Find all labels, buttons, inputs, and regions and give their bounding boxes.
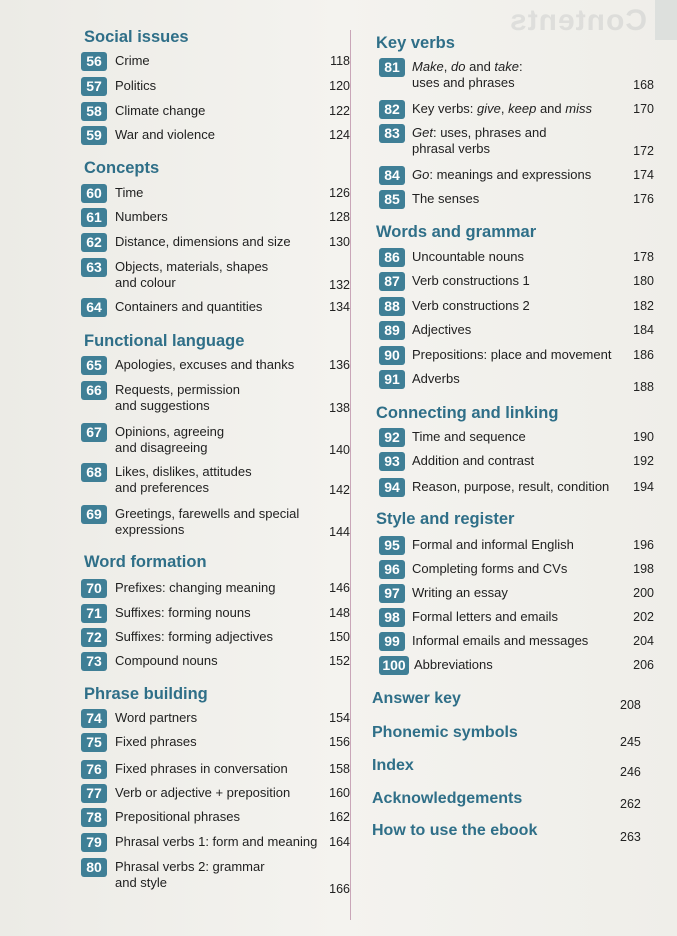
column-divider [350,30,351,920]
unit-number-badge: 76 [81,760,107,779]
unit-number-badge: 61 [81,208,107,227]
page-number: 194 [633,480,654,494]
unit-title: Informal emails and messages [412,633,589,648]
unit-title: The senses [412,191,480,206]
unit-number-badge: 79 [81,833,107,852]
page-number: 154 [329,711,350,725]
page-number: 182 [633,299,654,313]
unit-number-badge: 60 [81,184,107,203]
page-number: 178 [633,250,654,264]
unit-number-badge: 72 [81,628,107,647]
page-number: 158 [329,762,350,776]
unit-number-badge: 84 [379,166,405,185]
unit-title: Phrasal verbs 1: form and meaning [115,834,318,849]
unit-title: Uncountable nouns [412,249,525,264]
unit-number-badge: 58 [81,102,107,121]
unit-title: Requests, permission and suggestions [115,382,240,413]
page-number: 184 [633,323,654,337]
unit-number-badge: 73 [81,652,107,671]
unit-title: Get: uses, phrases and phrasal verbs [412,125,547,156]
section-heading: Concepts [84,159,160,177]
unit-title: Objects, materials, shapes and colour [115,259,269,290]
page-number: 162 [329,810,350,824]
back-matter-link[interactable]: How to use the ebook [372,822,538,839]
back-matter-link[interactable]: Phonemic symbols [372,724,518,741]
unit-title: Adjectives [412,322,472,337]
section-heading: Style and register [376,510,515,528]
unit-title: Addition and contrast [412,453,535,468]
unit-title: Compound nouns [115,653,218,668]
page-number: 188 [633,380,654,394]
unit-number-badge: 82 [379,100,405,119]
unit-title: Prepositions: place and movement [412,347,612,362]
unit-title: Suffixes: forming nouns [115,605,251,620]
unit-title: Verb or adjective + preposition [115,785,291,800]
page-number: 174 [633,168,654,182]
section-heading: Social issues [84,28,189,46]
page-number: 170 [633,102,654,116]
unit-number-badge: 77 [81,784,107,803]
page-number: 176 [633,192,654,206]
page-number: 164 [329,835,350,849]
unit-title: Suffixes: forming adjectives [115,629,273,644]
unit-title: Fixed phrases in conversation [115,761,288,776]
page-number: 245 [620,735,641,749]
unit-number-badge: 92 [379,428,405,447]
section-heading: Functional language [84,332,245,350]
unit-title: Opinions, agreeing and disagreeing [115,424,225,455]
unit-title: Adverbs [412,371,460,386]
page-number: 140 [329,443,350,457]
section-heading: Key verbs [376,34,455,52]
unit-title: Numbers [115,209,168,224]
page-number: 263 [620,830,641,844]
unit-title: Reason, purpose, result, condition [412,479,610,494]
unit-number-badge: 69 [81,505,107,524]
page-number: 156 [329,735,350,749]
page-number: 148 [329,606,350,620]
page-number: 134 [329,300,350,314]
unit-title: Abbreviations [414,657,493,672]
unit-number-badge: 63 [81,258,107,277]
back-matter-link[interactable]: Acknowledgements [372,790,523,807]
unit-title: Formal letters and emails [412,609,558,624]
unit-number-badge: 85 [379,190,405,209]
page-number: 262 [620,797,641,811]
unit-number-badge: 97 [379,584,405,603]
page-number: 130 [329,235,350,249]
page-number: 200 [633,586,654,600]
unit-title: Make, do and take: uses and phrases [412,59,523,90]
unit-number-badge: 83 [379,124,405,143]
page-number: 136 [329,358,350,372]
page-number: 122 [329,104,350,118]
unit-number-badge: 57 [81,77,107,96]
page-number: 192 [633,454,654,468]
unit-title: Prepositional phrases [115,809,241,824]
unit-title: Formal and informal English [412,537,574,552]
bleed-through-title: Contents [509,4,647,37]
page-number: 120 [329,79,350,93]
unit-title: Time [115,185,144,200]
section-heading: Phrase building [84,685,208,703]
unit-number-badge: 87 [379,272,405,291]
back-matter-link[interactable]: Index [372,757,414,774]
unit-number-badge: 56 [81,52,107,71]
section-heading: Connecting and linking [376,404,559,422]
unit-number-badge: 98 [379,608,405,627]
page-number: 160 [329,786,350,800]
section-heading: Words and grammar [376,223,537,241]
unit-number-badge: 67 [81,423,107,442]
unit-title: Distance, dimensions and size [115,234,291,249]
page-number: 124 [329,128,350,142]
unit-number-badge: 71 [81,604,107,623]
page-number: 152 [329,654,350,668]
page-number: 142 [329,483,350,497]
unit-title: Crime [115,53,150,68]
page-number: 190 [633,430,654,444]
unit-number-badge: 96 [379,560,405,579]
page-number: 144 [329,525,350,539]
unit-number-badge: 74 [81,709,107,728]
page-number: 202 [633,610,654,624]
unit-title: Go: meanings and expressions [412,167,592,182]
page-number: 132 [329,278,350,292]
page-number: 172 [633,144,654,158]
unit-number-badge: 99 [379,632,405,651]
page-number: 206 [633,658,654,672]
page-number: 166 [329,882,350,896]
unit-title: Key verbs: give, keep and miss [412,101,592,116]
page-number: 138 [329,401,350,415]
unit-number-badge: 81 [379,58,405,77]
unit-title: Greetings, farewells and special expressions [115,506,300,537]
unit-number-badge: 86 [379,248,405,267]
unit-title: Climate change [115,103,206,118]
unit-number-badge: 68 [81,463,107,482]
unit-title: Word partners [115,710,198,725]
unit-number-badge: 64 [81,298,107,317]
unit-number-badge: 95 [379,536,405,555]
page-number: 128 [329,210,350,224]
page-number: 198 [633,562,654,576]
unit-number-badge: 88 [379,297,405,316]
unit-title: Time and sequence [412,429,526,444]
unit-number-badge: 65 [81,356,107,375]
unit-number-badge: 78 [81,808,107,827]
unit-title: War and violence [115,127,215,142]
unit-number-badge: 93 [379,452,405,471]
unit-number-badge: 94 [379,478,405,497]
unit-number-badge: 91 [379,370,405,389]
unit-title: Phrasal verbs 2: grammar and style [115,859,265,890]
unit-title: Containers and quantities [115,299,263,314]
unit-number-badge: 75 [81,733,107,752]
page-number: 208 [620,698,641,712]
page-number: 204 [633,634,654,648]
back-matter-link[interactable]: Answer key [372,690,461,707]
unit-number-badge: 80 [81,858,107,877]
page-number: 246 [620,765,641,779]
unit-title: Verb constructions 1 [412,273,530,288]
unit-title: Fixed phrases [115,734,197,749]
page-number: 126 [329,186,350,200]
unit-title: Verb constructions 2 [412,298,530,313]
unit-title: Completing forms and CVs [412,561,568,576]
unit-number-badge: 66 [81,381,107,400]
unit-title: Writing an essay [412,585,508,600]
unit-title: Politics [115,78,157,93]
unit-title: Prefixes: changing meaning [115,580,276,595]
unit-number-badge: 70 [81,579,107,598]
page-number: 150 [329,630,350,644]
section-heading: Word formation [84,553,207,571]
unit-number-badge: 100 [379,656,409,675]
page-number: 186 [633,348,654,362]
unit-title: Likes, dislikes, attitudes and preferences [115,464,252,495]
page-number: 180 [633,274,654,288]
unit-number-badge: 89 [379,321,405,340]
page-number: 146 [329,581,350,595]
unit-number-badge: 90 [379,346,405,365]
unit-number-badge: 59 [81,126,107,145]
unit-number-badge: 62 [81,233,107,252]
page-edge-tab [655,0,677,40]
unit-title: Apologies, excuses and thanks [115,357,295,372]
page-number: 118 [330,54,350,68]
page-number: 168 [633,78,654,92]
page-number: 196 [633,538,654,552]
